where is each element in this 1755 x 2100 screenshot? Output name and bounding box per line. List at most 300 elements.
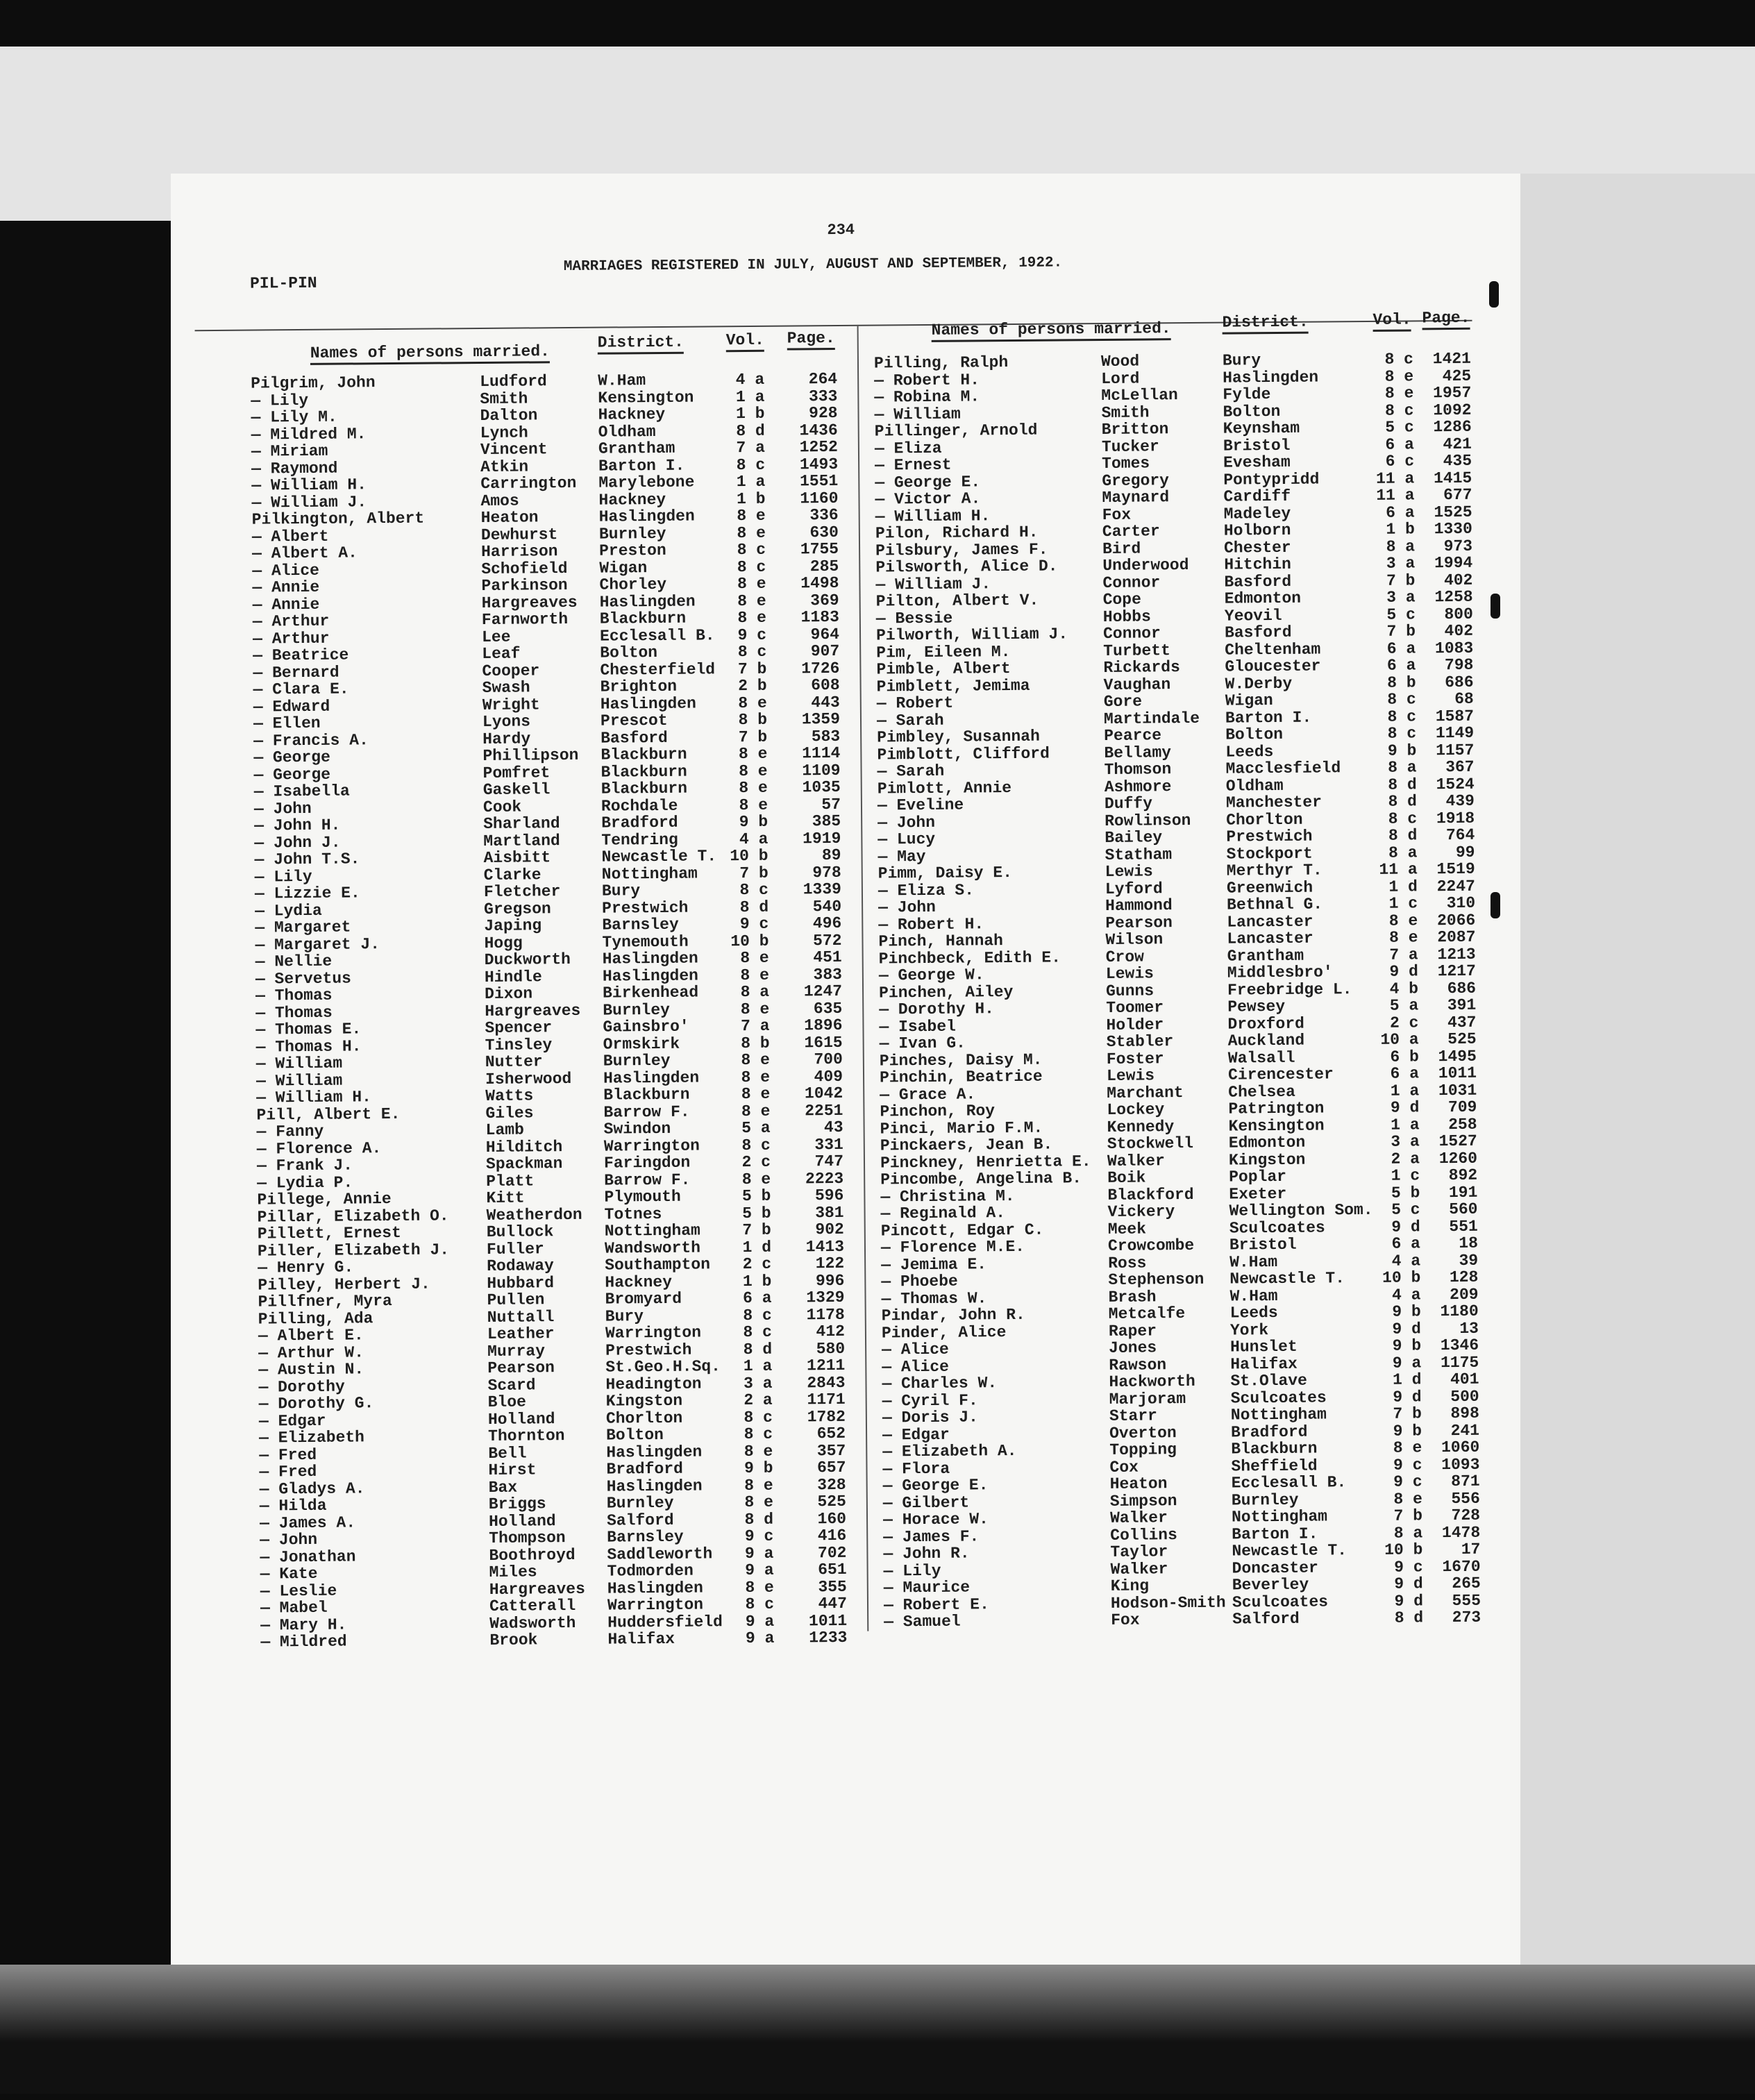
spouse-surname: Harrison — [480, 542, 558, 561]
spouse-surname: Heaton — [480, 508, 539, 527]
person-name: Pilling, Ralph — [873, 353, 1009, 373]
register-page: 209 — [1450, 1285, 1479, 1304]
spouse-surname: Cooper — [482, 661, 540, 680]
volume: 9 c — [739, 914, 769, 934]
volume: 8 e — [741, 1068, 771, 1086]
volume: 8 e — [737, 506, 766, 526]
person-name: — Lydia — [255, 901, 322, 921]
register-page: 964 — [810, 625, 840, 644]
district: Newcastle T. — [601, 847, 717, 866]
spouse-surname: Hackworth — [1109, 1372, 1195, 1391]
volume: 7 b — [739, 864, 769, 882]
register-page: 525 — [817, 1492, 846, 1511]
district: Blackburn — [603, 1085, 690, 1104]
register-page: 402 — [1443, 571, 1473, 589]
person-name: — Gilbert — [882, 1493, 970, 1512]
register-page: 1035 — [802, 778, 841, 797]
volume: 1 d — [1388, 877, 1418, 896]
district: Hackney — [605, 1272, 673, 1292]
spouse-surname: Starr — [1109, 1406, 1158, 1425]
spouse-surname: Martland — [483, 831, 560, 850]
register-page: 367 — [1445, 757, 1475, 777]
district: Bristol — [1223, 436, 1291, 455]
register-page: 439 — [1445, 791, 1475, 811]
volume: 8 e — [741, 1102, 771, 1120]
person-name: Pillett, Ernest — [257, 1223, 401, 1243]
person-name: — George E. — [882, 1476, 989, 1495]
district: Hackney — [598, 405, 666, 424]
volume: 9 c — [744, 1527, 774, 1546]
register-page: 1896 — [804, 1016, 843, 1035]
volume: 8 e — [741, 1084, 771, 1104]
register-page: 1171 — [807, 1390, 846, 1409]
spouse-surname: Murray — [487, 1341, 546, 1361]
volume: 8 e — [737, 574, 766, 594]
volume: 9 b — [1387, 741, 1417, 760]
register-page: 401 — [1450, 1370, 1479, 1389]
volume: 8 e — [739, 762, 768, 780]
person-name: — Mabel — [260, 1598, 328, 1618]
person-name: — Bernard — [253, 663, 339, 682]
register-page: 764 — [1445, 825, 1475, 845]
volume: 6 a — [1386, 639, 1416, 658]
district: Nottingham — [604, 1221, 700, 1241]
district: Sculcoates — [1229, 1218, 1325, 1238]
spouse-surname: Fox — [1111, 1611, 1140, 1629]
person-name: — John — [253, 799, 312, 818]
volume: 1 b — [736, 404, 765, 423]
person-name: — Lizzie E. — [254, 884, 360, 903]
person-name: — Gladys A. — [259, 1479, 365, 1499]
register-page: 583 — [811, 727, 841, 746]
spouse-surname: King — [1110, 1577, 1150, 1595]
person-name: — Ellen — [253, 714, 321, 733]
volume: 6 a — [1385, 435, 1415, 454]
register-page: 1615 — [804, 1033, 843, 1052]
person-name: — Florence A. — [256, 1139, 382, 1159]
spouse-surname: Hilditch — [485, 1137, 563, 1157]
volume: 10 b — [1382, 1268, 1421, 1287]
spouse-surname: Holland — [487, 1409, 555, 1429]
spouse-surname: Cope — [1102, 590, 1141, 609]
register-page: 1436 — [799, 421, 838, 439]
spouse-surname: Isherwood — [485, 1069, 572, 1089]
register-page: 1060 — [1441, 1438, 1480, 1457]
volume: 8 e — [1388, 928, 1418, 947]
spouse-surname: Rowlinson — [1105, 811, 1191, 830]
volume: 9 d — [1389, 962, 1418, 981]
district: Basford — [1224, 572, 1292, 591]
district: Nottingham — [1231, 1507, 1328, 1527]
register-page: 412 — [816, 1322, 846, 1341]
register-page: 258 — [1448, 1115, 1477, 1134]
volume: 8 e — [739, 778, 768, 798]
register-page: 800 — [1444, 605, 1473, 623]
district: Kingston — [1228, 1150, 1306, 1170]
register-page: 892 — [1448, 1166, 1478, 1185]
person-name: Pillar, Elizabeth O. — [257, 1206, 449, 1227]
volume: 8 c — [744, 1408, 773, 1427]
person-name: — Eliza S. — [878, 880, 975, 900]
person-name: — Kate — [260, 1564, 318, 1584]
person-name: Pilley, Herbert J. — [258, 1275, 430, 1295]
spouse-surname: Duckworth — [484, 950, 571, 969]
volume: 8 d — [744, 1510, 774, 1529]
spouse-surname: Lewis — [1106, 1066, 1155, 1085]
spouse-surname: Dalton — [480, 406, 538, 425]
person-name: — Ernest — [875, 455, 952, 475]
running-head: PIL-PIN — [249, 274, 317, 293]
register-page: 285 — [809, 557, 839, 576]
volume: 9 d — [1394, 1591, 1424, 1611]
district: Prestwich — [1226, 827, 1313, 846]
spouse-surname: Stephenson — [1108, 1270, 1204, 1289]
volume: 9 a — [745, 1561, 774, 1580]
person-name: Piller, Elizabeth J. — [257, 1240, 450, 1261]
person-name: — Leslie — [260, 1581, 337, 1601]
district: Kingston — [605, 1391, 683, 1411]
register-page: 357 — [816, 1441, 846, 1460]
person-name: — William H. — [256, 1088, 371, 1107]
register-page: 1330 — [1434, 519, 1472, 539]
volume: 9 a — [744, 1544, 774, 1563]
register-page: 2247 — [1436, 877, 1476, 896]
district: Grantham — [1227, 946, 1304, 966]
volume: 8 e — [1384, 384, 1414, 403]
spouse-surname: Carter — [1102, 522, 1160, 541]
spouse-surname: Cook — [482, 798, 522, 816]
district: Sculcoates — [1230, 1388, 1327, 1408]
spouse-surname: Duffy — [1104, 794, 1153, 813]
spouse-surname: Hodson-Smith — [1110, 1593, 1226, 1613]
volume: 7 b — [1393, 1506, 1423, 1525]
volume: 8 a — [740, 982, 770, 1002]
district: Oldham — [1225, 776, 1284, 796]
register-page: 1359 — [801, 709, 841, 729]
spouse-surname: Vickery — [1107, 1202, 1175, 1221]
district: Burnley — [603, 1000, 671, 1020]
district: Bradford — [606, 1459, 683, 1479]
register-page: 191 — [1448, 1183, 1478, 1202]
person-name: Pimm, Daisy E. — [878, 864, 1013, 883]
person-name: — Frank J. — [256, 1156, 353, 1175]
person-name: — John R. — [883, 1544, 970, 1563]
spouse-surname: Gaskell — [482, 780, 551, 799]
spouse-surname: Japing — [484, 916, 542, 935]
volume: 7 a — [736, 438, 766, 457]
right-header-district: District. — [1222, 313, 1308, 335]
spouse-surname: Swash — [482, 678, 530, 697]
spouse-surname: Boik — [1107, 1168, 1146, 1187]
register-page: 1957 — [1433, 383, 1472, 403]
volume: 8 c — [743, 1306, 772, 1325]
register-page: 1211 — [806, 1356, 846, 1375]
spouse-surname: Gore — [1103, 692, 1143, 711]
register-page: 1083 — [1434, 639, 1474, 657]
register-page: 328 — [817, 1475, 846, 1494]
spouse-surname: Kennedy — [1107, 1117, 1175, 1136]
spouse-surname: Crow — [1105, 948, 1145, 966]
volume: 9 a — [745, 1612, 775, 1631]
register-page: 580 — [816, 1339, 846, 1358]
spouse-surname: Stabler — [1106, 1032, 1174, 1051]
person-name: — Isabel — [879, 1017, 956, 1036]
district: Chorlton — [605, 1409, 683, 1428]
volume: 10 b — [1384, 1540, 1423, 1559]
person-name: — Alice — [882, 1357, 950, 1376]
spouse-surname: Brook — [489, 1631, 538, 1649]
person-name: — Clara E. — [253, 680, 349, 699]
district: Barnsley — [607, 1527, 684, 1547]
register-page: 1478 — [1441, 1523, 1481, 1542]
volume: 8 c — [737, 557, 766, 576]
spouse-surname: Hirst — [488, 1461, 537, 1479]
spouse-surname: Rawson — [1109, 1355, 1167, 1375]
person-name: — Arthur W. — [258, 1343, 364, 1363]
spouse-surname: Crowcombe — [1107, 1236, 1195, 1255]
volume: 5 a — [1389, 996, 1419, 1015]
district: Blackburn — [601, 779, 688, 798]
volume: 7 a — [1389, 945, 1418, 964]
volume: 4 b — [1389, 979, 1419, 998]
person-name: — Annie — [252, 578, 320, 597]
district: Keynsham — [1223, 419, 1300, 438]
volume: 8 c — [1384, 350, 1414, 369]
spouse-surname: Tucker — [1101, 437, 1159, 456]
register-page: 402 — [1444, 621, 1474, 641]
person-name: — Arthur — [252, 629, 330, 648]
spouse-surname: Hubbard — [487, 1273, 555, 1293]
volume: 8 c — [1387, 724, 1417, 743]
register-page: 2843 — [807, 1373, 846, 1392]
person-name: Pinch, Hannah — [878, 932, 1004, 951]
register-page: 686 — [1447, 979, 1477, 998]
spouse-surname: Amos — [480, 492, 519, 510]
person-name: — Edward — [253, 697, 330, 716]
person-name: Pillinger, Arnold — [874, 421, 1038, 441]
district: Beverley — [1232, 1575, 1309, 1595]
volume: 8 a — [1388, 758, 1417, 777]
district: Bolton — [600, 644, 658, 662]
volume: 6 b — [1390, 1047, 1419, 1066]
person-name: — Eveline — [877, 796, 964, 815]
register-page: 331 — [814, 1135, 843, 1154]
district: Exeter — [1229, 1184, 1287, 1204]
district: Evesham — [1223, 453, 1291, 472]
volume: 5 b — [741, 1186, 771, 1206]
district: Tynemouth — [602, 932, 689, 952]
volume: 8 a — [1386, 537, 1416, 556]
volume: 7 b — [1386, 571, 1416, 590]
spouse-surname: Maynard — [1102, 488, 1170, 507]
volume: 8 d — [1388, 826, 1418, 845]
register-page: 700 — [814, 1050, 843, 1069]
volume: 9 b — [1392, 1302, 1421, 1321]
person-name: Pilgrim, John — [251, 373, 376, 393]
volume: 8 e — [740, 1000, 770, 1018]
spouse-surname: Marjoram — [1109, 1389, 1186, 1409]
spouse-surname: Bax — [488, 1478, 518, 1497]
spouse-surname: Wood — [1100, 352, 1140, 371]
register-page: 1160 — [800, 489, 839, 507]
district: Leeds — [1229, 1304, 1278, 1322]
spouse-surname: Walker — [1109, 1509, 1168, 1527]
spouse-surname: Stockwell — [1107, 1134, 1194, 1153]
district: Saddleworth — [607, 1544, 713, 1564]
person-name: — William H. — [875, 506, 991, 526]
district: Marylebone — [598, 473, 695, 492]
person-name: Pimble, Albert — [876, 660, 1011, 679]
register-page: 1157 — [1436, 741, 1475, 759]
person-name: Pimbley, Susannah — [877, 727, 1040, 747]
register-page: 39 — [1459, 1251, 1479, 1270]
register-page: 1114 — [802, 744, 841, 763]
spouse-surname: Dixon — [484, 984, 533, 1003]
person-name: — Charles W. — [882, 1374, 998, 1393]
district: Lancaster — [1227, 912, 1313, 932]
register-page: 435 — [1443, 451, 1472, 471]
district: Burnley — [598, 524, 666, 544]
volume: 3 a — [743, 1374, 773, 1393]
volume: 8 c — [739, 880, 769, 900]
spouse-surname: Spackman — [485, 1154, 563, 1173]
person-name: Pimlott, Annie — [877, 778, 1012, 798]
volume: 8 c — [1385, 401, 1414, 420]
district: Ecclesall B. — [599, 625, 715, 646]
volume: 1 a — [1390, 1081, 1420, 1100]
register-page: 1092 — [1433, 401, 1472, 419]
district: Cardiff — [1223, 487, 1291, 506]
district: Holborn — [1223, 521, 1291, 540]
spouse-surname: Gunns — [1105, 981, 1154, 1000]
person-name: — James A. — [259, 1513, 356, 1533]
spouse-surname: Hargreaves — [489, 1579, 585, 1599]
person-name: — Jemima E. — [881, 1254, 987, 1275]
district: Bury — [605, 1307, 644, 1326]
spouse-surname: Toomer — [1106, 998, 1164, 1017]
register-page: 1421 — [1432, 349, 1472, 369]
spouse-surname: Lyons — [482, 712, 531, 731]
spouse-surname: Smith — [1101, 403, 1150, 422]
spouse-surname: Walker — [1107, 1151, 1165, 1170]
spouse-surname: Weatherdon — [486, 1205, 582, 1225]
district: Pewsey — [1227, 997, 1286, 1016]
district: Preston — [598, 541, 666, 560]
district: Wigan — [599, 558, 648, 578]
spouse-surname: Aisbitt — [483, 848, 551, 867]
district: Blackburn — [601, 762, 687, 782]
spouse-surname: Metcalfe — [1108, 1304, 1186, 1323]
person-name: — William H. — [251, 476, 367, 495]
volume: 1 a — [1391, 1115, 1420, 1134]
person-name: — Albert A. — [251, 544, 358, 563]
district: Patrington — [1228, 1099, 1325, 1118]
volume: 6 a — [1386, 503, 1415, 522]
person-name: — William — [874, 405, 961, 424]
person-name: — Lucy — [878, 830, 936, 849]
right-header-vol: Vol. — [1372, 310, 1411, 331]
district: Wellington Som. — [1229, 1200, 1373, 1220]
district: Nottingham — [1230, 1405, 1327, 1425]
spouse-surname: Heaton — [1109, 1475, 1168, 1493]
spouse-surname: Bailey — [1105, 828, 1163, 847]
volume: 7 b — [742, 1220, 771, 1240]
spouse-surname: Overton — [1109, 1423, 1177, 1443]
district: Totnes — [604, 1204, 662, 1224]
district: Haslingden — [606, 1443, 703, 1462]
left-header-vol: Vol. — [726, 331, 764, 352]
spouse-surname: Bell — [488, 1444, 527, 1463]
person-name: Pill, Albert E. — [256, 1104, 401, 1125]
person-name: — William — [255, 1054, 343, 1073]
register-page: 1233 — [809, 1628, 848, 1647]
volume: 7 b — [1386, 622, 1416, 641]
district: Barton I. — [598, 456, 685, 476]
person-name: Pinchbeck, Edith E. — [878, 948, 1061, 968]
register-page: 1329 — [806, 1288, 845, 1307]
district: Wigan — [1225, 691, 1273, 710]
district: Yeovil — [1224, 606, 1282, 625]
person-name: — Eliza — [874, 439, 942, 458]
district: Middlesbro' — [1227, 963, 1333, 982]
register-page: 1346 — [1440, 1336, 1479, 1355]
volume: 8 e — [744, 1493, 773, 1512]
register-page: 13 — [1459, 1319, 1479, 1338]
district: Bethnal G. — [1227, 895, 1323, 914]
person-name: — Alice — [882, 1340, 949, 1359]
register-page: 596 — [814, 1186, 844, 1205]
district: Blackburn — [1231, 1439, 1318, 1459]
register-page: 560 — [1449, 1200, 1478, 1219]
volume: 8 c — [745, 1595, 775, 1614]
person-name: — Raymond — [251, 459, 338, 478]
person-name: — Doris J. — [882, 1408, 979, 1427]
spouse-surname: Phillipson — [482, 746, 579, 765]
register-page: 657 — [816, 1458, 846, 1477]
left-header-names: Names of persons married. — [310, 342, 550, 365]
register-page: 1252 — [799, 437, 839, 457]
district: Chelsea — [1228, 1082, 1295, 1102]
register-page: 68 — [1454, 689, 1474, 708]
register-page: 425 — [1442, 367, 1472, 385]
volume: 8 d — [1388, 792, 1418, 811]
volume: 3 a — [1386, 588, 1416, 607]
district: Barton I. — [1225, 708, 1312, 728]
volume: 1 a — [736, 472, 766, 492]
volume: 8 e — [1393, 1489, 1422, 1509]
register-page: 1782 — [807, 1407, 846, 1426]
person-name: — Ivan G. — [879, 1034, 966, 1053]
person-name: — Thomas W. — [881, 1288, 987, 1308]
district: Bolton — [1223, 402, 1281, 421]
person-name: — Victor A. — [875, 489, 981, 509]
volume: 1 a — [735, 387, 765, 406]
volume: 9 d — [1393, 1387, 1422, 1406]
spouse-surname: Farnworth — [481, 610, 569, 629]
district: Southampton — [605, 1255, 711, 1275]
spouse-surname: Lamb — [485, 1120, 524, 1139]
district: W.Ham — [1229, 1252, 1278, 1272]
person-name: Pinchon, Roy — [880, 1102, 996, 1121]
person-name: — Margaret J. — [255, 934, 380, 955]
district: Bury — [601, 882, 641, 900]
register-page: 416 — [817, 1526, 847, 1545]
district: Droxford — [1227, 1014, 1304, 1034]
volume: 11 a — [1379, 860, 1418, 879]
spouse-surname: Ross — [1108, 1253, 1147, 1272]
register-page: 1109 — [802, 761, 841, 780]
volume: 1 b — [1386, 520, 1415, 539]
